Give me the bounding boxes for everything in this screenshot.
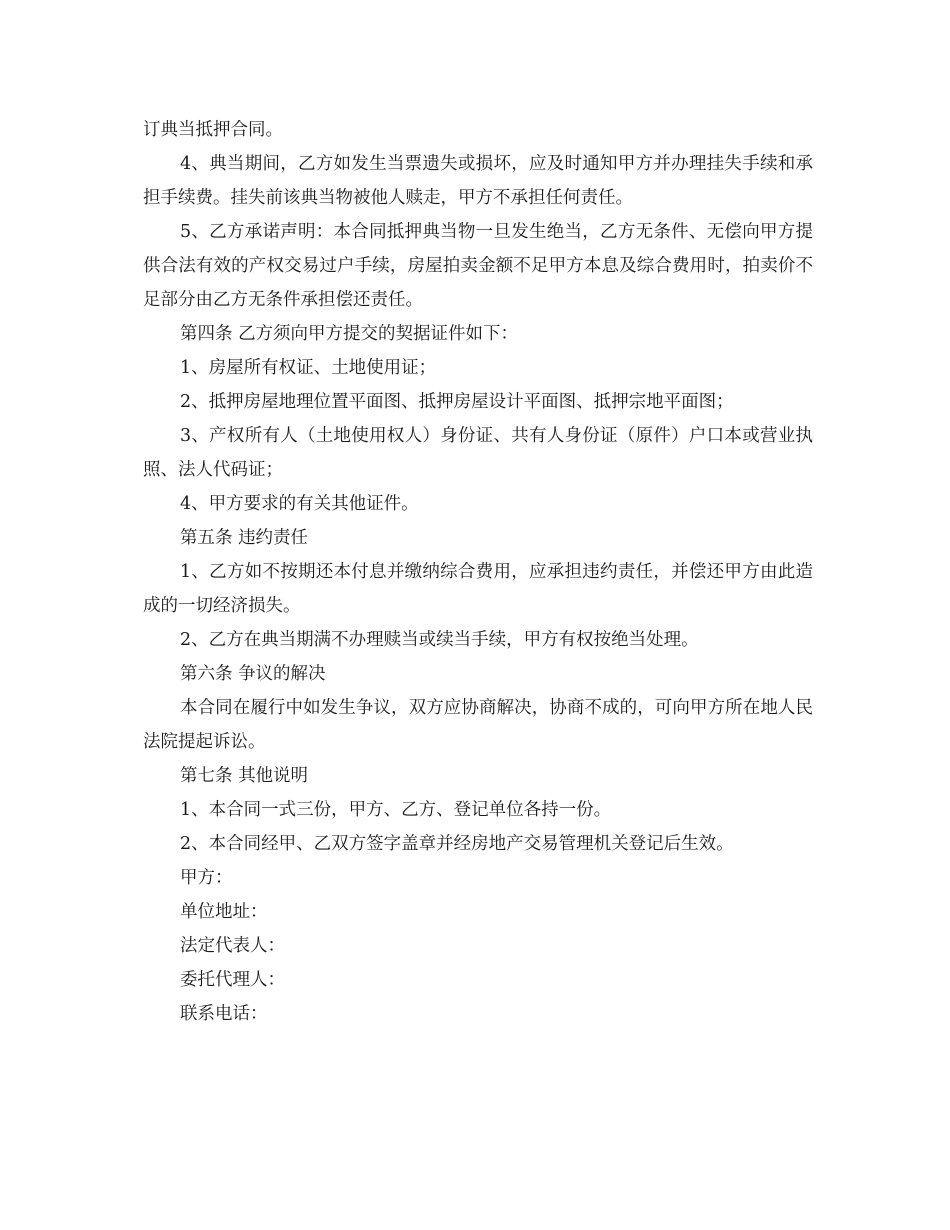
article-4-item-2: 2、抵押房屋地理位置平面图、抵押房屋设计平面图、抵押宗地平面图； — [180, 392, 734, 412]
article-5-heading: 第五条 违约责任 — [180, 528, 309, 548]
signature-party-a: 甲方： — [180, 868, 233, 888]
paragraph-commitment: 5、乙方承诺声明：本合同抵押典当物一旦发生绝当，乙方无条件、无偿向甲方提供合法有效的产权交易过户手续，房屋拍卖金额不足甲方本息及综合费用时，拍卖价不足部分由乙方无条件承担偿还责任。 — [143, 222, 813, 310]
signature-phone: 联系电话： — [180, 1004, 268, 1024]
signature-legal-rep: 法定代表人： — [180, 936, 285, 956]
article-7-item-2: 2、本合同经甲、乙双方签字盖章并经房地产交易管理机关登记后生效。 — [180, 834, 734, 854]
signature-agent: 委托代理人： — [180, 970, 285, 990]
article-4-item-3: 3、产权所有人（土地使用权人）身份证、共有人身份证（原件）户口本或营业执照、法人代码证； — [143, 426, 813, 480]
article-6-body: 本合同在履行中如发生争议，双方应协商解决，协商不成的，可向甲方所在地人民法院提起诉讼。 — [143, 698, 813, 752]
document-body — [143, 113, 813, 1031]
article-5-item-1: 1、乙方如不按期还本付息并缴纳综合费用，应承担违约责任，并偿还甲方由此造成的一切经济损失。 — [143, 562, 813, 616]
article-4-heading: 第四条 乙方须向甲方提交的契据证件如下： — [180, 324, 519, 344]
article-5-item-2: 2、乙方在典当期满不办理赎当或续当手续，甲方有权按绝当处理。 — [180, 630, 699, 650]
article-7-item-1: 1、本合同一式三份，甲方、乙方、登记单位各持一份。 — [180, 800, 612, 820]
article-6-heading: 第六条 争议的解决 — [180, 664, 326, 684]
signature-block — [143, 861, 813, 1031]
article-7-heading: 第七条 其他说明 — [180, 766, 309, 786]
paragraph-lost-ticket: 4、典当期间，乙方如发生当票遗失或损坏，应及时通知甲方并办理挂失手续和承担手续费。挂失前该典当物被他人赎走，甲方不承担任何责任。 — [143, 154, 813, 208]
paragraph-continuation: 订典当抵押合同。 — [143, 120, 283, 140]
article-4-item-4: 4、甲方要求的有关其他证件。 — [180, 494, 419, 514]
signature-address: 单位地址： — [180, 902, 268, 922]
article-4-item-1: 1、房屋所有权证、土地使用证； — [180, 358, 437, 378]
